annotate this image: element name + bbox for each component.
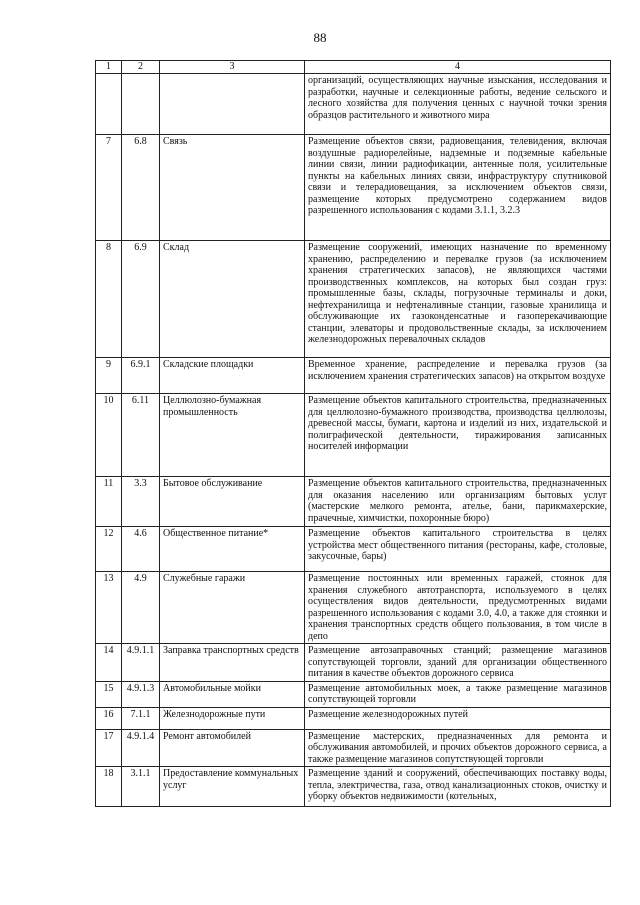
use-name-cell: Складские площадки [160, 358, 305, 394]
table-row [96, 241, 611, 358]
row-number-cell: 13 [96, 572, 122, 644]
table-header-row [96, 61, 611, 74]
row-number-cell: 17 [96, 729, 122, 767]
row-number-cell: 12 [96, 527, 122, 572]
row-number-cell: 14 [96, 644, 122, 682]
row-number-cell: 7 [96, 135, 122, 241]
description-cell: Размещение объектов связи, радиовещания, телевидения, включая воздушные радиорелейные, надземные и подземные кабельные линии связи, линии радиофикации, антенные поля, усилительные пункты на кабельных линиях связи, инфраструктуру спутниковой связи и телерадиовещания, за исключением объектов связи, размещение которых предусмотрено содержанием видов разрешенного использования с кодами 3.1.1, 3.2.3 [305, 135, 611, 241]
row-number-cell [96, 74, 122, 135]
code-cell: 6.9.1 [122, 358, 160, 394]
description-cell: Размещение автомобильных моек, а также размещение магазинов сопутствующей торговли [305, 681, 611, 707]
table-row [96, 681, 611, 707]
description-cell: Размещение железнодорожных путей [305, 707, 611, 729]
use-name-cell: Бытовое обслуживание [160, 477, 305, 527]
land-use-table [95, 60, 611, 807]
use-name-cell: Служебные гаражи [160, 572, 305, 644]
description-cell: Размещение зданий и сооружений, обеспечивающих поставку воды, тепла, электричества, газа, отвод канализационных стоков, очистку и уборку объектов недвижимости (котельных, [305, 767, 611, 807]
description-cell: Размещение сооружений, имеющих назначение по временному хранению, распределению и перевалке грузов (за исключением хранения стратегических запасов), не являющихся частями производственных комплексов, на которых был создан груз: промышленные базы, склады, погрузочные терминалы и доки, нефтехранилища и нефтеналивные станции, газовые хранилища и обслуживающие их газоконденсатные и газоперекачивающие станции, элеваторы и продовольственные склады, за исключением железнодорожных перевалочных складов [305, 241, 611, 358]
column-header: 4 [305, 61, 611, 74]
description-cell: Размещение объектов капитального строительства в целях устройства мест общественного питания (рестораны, кафе, столовые, закусочные, бары) [305, 527, 611, 572]
table-body [96, 74, 611, 807]
code-cell: 4.9.1.3 [122, 681, 160, 707]
table-row [96, 644, 611, 682]
description-cell: Размещение постоянных или временных гаражей, стоянок для хранения служебного автотранспорта, используемого в целях осуществления видов деятельности, предусмотренных видами разрешенного использования с кодами 3.0, 4.0, а также для стоянки и хранения транспортных средств общего пользования, в том числе в депо [305, 572, 611, 644]
code-cell: 4.6 [122, 527, 160, 572]
table-row [96, 707, 611, 729]
table-row [96, 477, 611, 527]
row-number-cell: 18 [96, 767, 122, 807]
row-number-cell: 8 [96, 241, 122, 358]
row-number-cell: 10 [96, 394, 122, 477]
code-cell: 3.1.1 [122, 767, 160, 807]
description-cell: Размещение мастерских, предназначенных для ремонта и обслуживания автомобилей, и прочих объектов дорожного сервиса, а также размещение магазинов сопутствующей торговли [305, 729, 611, 767]
table-row [96, 572, 611, 644]
code-cell: 4.9.1.4 [122, 729, 160, 767]
use-name-cell: Предоставление коммунальных услуг [160, 767, 305, 807]
use-name-cell: Связь [160, 135, 305, 241]
use-name-cell: Заправка транспортных средств [160, 644, 305, 682]
use-name-cell: Автомобильные мойки [160, 681, 305, 707]
code-cell [122, 74, 160, 135]
use-name-cell: Ремонт автомобилей [160, 729, 305, 767]
description-cell: организаций, осуществляющих научные изыскания, исследования и разработки, научные и селекционные работы, ведение сельского и лесного хозяйства для получения ценных с научной точки зрения образцов растительного и животного мира [305, 74, 611, 135]
use-name-cell [160, 74, 305, 135]
page-number: 88 [313, 30, 327, 45]
column-header: 2 [122, 61, 160, 74]
code-cell: 6.9 [122, 241, 160, 358]
table-row [96, 135, 611, 241]
code-cell: 3.3 [122, 477, 160, 527]
use-name-cell: Целлюлозно-бумажная промышленность [160, 394, 305, 477]
column-header: 3 [160, 61, 305, 74]
description-cell: Размещение автозаправочных станций; размещение магазинов сопутствующей торговли, зданий для организации общественного питания в качестве объектов дорожного сервиса [305, 644, 611, 682]
row-number-cell: 15 [96, 681, 122, 707]
code-cell: 6.8 [122, 135, 160, 241]
row-number-cell: 16 [96, 707, 122, 729]
use-name-cell: Склад [160, 241, 305, 358]
code-cell: 6.11 [122, 394, 160, 477]
use-name-cell: Железнодорожные пути [160, 707, 305, 729]
description-cell: Временное хранение, распределение и перевалка грузов (за исключением хранения стратегических запасов) на открытом воздухе [305, 358, 611, 394]
table-row [96, 394, 611, 477]
description-cell: Размещение объектов капитального строительства, предназначенных для целлюлозно-бумажного производства, производства целлюлозы, древесной массы, бумаги, картона и изделий из них, издательской и полиграфической деятельности, тиражирования записанных носителей информации [305, 394, 611, 477]
use-name-cell: Общественное питание* [160, 527, 305, 572]
table-row [96, 358, 611, 394]
row-number-cell: 11 [96, 477, 122, 527]
code-cell: 4.9.1.1 [122, 644, 160, 682]
table-row [96, 729, 611, 767]
code-cell: 7.1.1 [122, 707, 160, 729]
table-row [96, 767, 611, 807]
column-header: 1 [96, 61, 122, 74]
row-number-cell: 9 [96, 358, 122, 394]
table-row [96, 527, 611, 572]
code-cell: 4.9 [122, 572, 160, 644]
description-cell: Размещение объектов капитального строительства, предназначенных для оказания населению или организациям бытовых услуг (мастерские мелкого ремонта, ателье, бани, парикмахерские, прачечные, химчистки, похоронные бюро) [305, 477, 611, 527]
table-row [96, 74, 611, 135]
